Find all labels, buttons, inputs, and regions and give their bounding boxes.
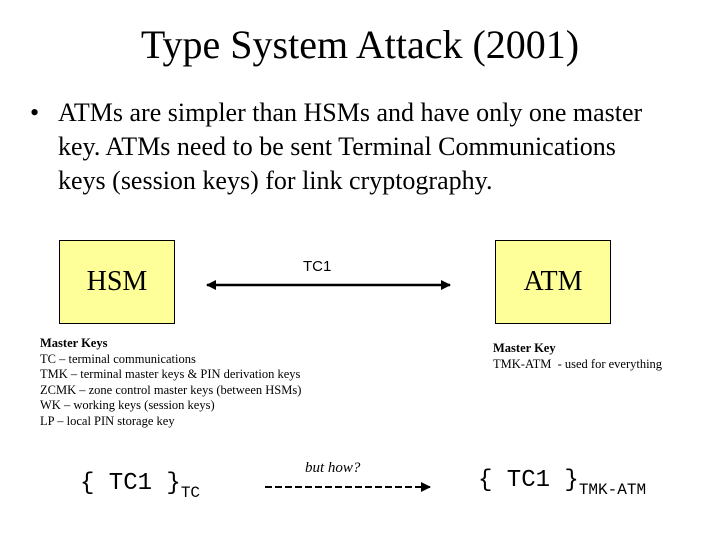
atm-keys-heading: Master Key — [493, 341, 556, 355]
bullet-line: keys (session keys) for link cryptography. — [58, 166, 493, 195]
left-encryption-formula — [80, 470, 200, 507]
hsm-keys-heading: Master Keys — [40, 336, 108, 350]
atm-key-item: TMK-ATM - used for everything — [493, 356, 663, 371]
left-formula-subscript: TC — [180, 484, 201, 502]
bullet-marker: • — [30, 98, 40, 127]
hsm-label: HSM — [86, 266, 148, 297]
hsm-master-keys — [40, 336, 370, 429]
hsm-key-item: TMK – terminal master keys & PIN derivation keys — [40, 367, 301, 381]
hsm-key-item: TC – terminal communications — [40, 351, 196, 366]
right-formula-body: { TC1 } — [478, 467, 579, 494]
right-formula-subscript: TMK-ATM — [578, 481, 647, 499]
hsm-key-item: ZCMK – zone control master keys (between HSMs) — [40, 382, 302, 397]
bullet-line: key. ATMs need to be sent Terminal Communications — [58, 132, 616, 161]
atm-label: ATM — [523, 266, 583, 297]
question-label: but how? — [305, 460, 361, 476]
hsm-key-item: WK – working keys (session keys) — [40, 398, 215, 412]
right-encryption-formula — [478, 467, 646, 504]
bullet-line: ATMs are simpler than HSMs and have only one master — [58, 98, 643, 127]
left-formula-body: { TC1 } — [80, 470, 181, 497]
slide-title: Type System Attack (2001) — [140, 22, 580, 67]
atm-master-key — [493, 341, 713, 372]
atm-box — [495, 240, 611, 324]
tc1-link-label: TC1 — [303, 258, 332, 275]
hsm-box — [59, 240, 175, 324]
hsm-key-item: LP – local PIN storage key — [40, 413, 175, 428]
